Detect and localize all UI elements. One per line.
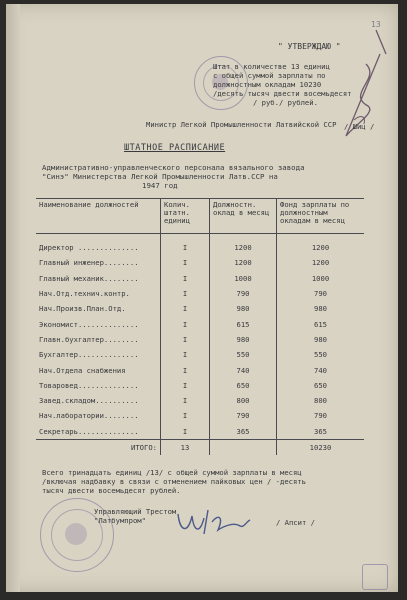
salary-cell: 800: [210, 393, 277, 408]
fund-cell: 1000: [277, 271, 365, 286]
total-count: 13: [161, 439, 210, 455]
summary-line: Всего тринадцать единиц /13/ с общей суммой зарплаты в месяц: [42, 468, 302, 477]
table-row: [36, 301, 364, 316]
document-sheet: [6, 4, 398, 592]
count-cell: I: [161, 378, 210, 393]
position-cell: Нач.Отдела снабжения: [39, 365, 126, 375]
header-salary: Должностн. оклад в месяц: [210, 199, 277, 234]
count-cell: I: [161, 301, 210, 316]
position-cell: Завед.складом..........: [39, 396, 139, 406]
minister-title: Министр Легкой Промышленности Латвийской ССР: [146, 120, 337, 129]
header-count: Колич. штатн. единиц: [161, 199, 210, 234]
salary-cell: 650: [210, 378, 277, 393]
document-title: ШТАТНОЕ РАСПИСАНИЕ: [124, 143, 226, 153]
salary-cell: 365: [210, 424, 277, 440]
fund-cell: 365: [277, 424, 365, 440]
table-row: [36, 234, 364, 256]
table-row: [36, 408, 364, 423]
fund-cell: 980: [277, 301, 365, 316]
salary-cell: 615: [210, 316, 277, 331]
count-cell: I: [161, 408, 210, 423]
table-row: [36, 286, 364, 301]
summary-text: [42, 468, 372, 495]
table-row: [36, 347, 364, 362]
corner-mark: 13: [371, 20, 381, 29]
salary-cell: 1200: [210, 255, 277, 270]
approval-line: /десять тысяч двести восемьдесят: [213, 89, 352, 98]
table-row: [36, 424, 364, 440]
approval-line: Штат в количестве 13 единиц: [213, 62, 330, 71]
table-row: [36, 378, 364, 393]
total-fund: 10230: [277, 439, 365, 455]
position-cell: Товаровед..............: [39, 380, 139, 390]
fund-cell: 650: [277, 378, 365, 393]
manager-org: "Латбумпром": [94, 516, 146, 525]
subtitle-line: "Синэ" Министерства Легкой Промышленности Латв.ССР на: [42, 172, 278, 181]
table-row: [36, 393, 364, 408]
subtitle-line: Административно-управленческого персонала вязального завода: [42, 163, 305, 172]
position-cell: Нач.Произв.План.Отд.: [39, 304, 126, 314]
manager-title: Управляющий Трестом: [94, 507, 177, 516]
position-cell: Нач.Отд.технич.контр.: [39, 289, 130, 299]
fund-cell: 980: [277, 332, 365, 347]
handwritten-signature-bottom: [174, 504, 254, 540]
count-cell: I: [161, 286, 210, 301]
count-cell: I: [161, 362, 210, 377]
summary-line: /включая надбавку в связи с отменением пайковых цен / -десять: [42, 477, 306, 486]
fund-cell: 740: [277, 362, 365, 377]
fund-cell: 615: [277, 316, 365, 331]
subtitle-line: 1947 год: [142, 181, 178, 190]
total-empty: [210, 439, 277, 455]
minister-signature: / Шиц /: [344, 122, 375, 131]
fund-cell: 550: [277, 347, 365, 362]
count-cell: I: [161, 316, 210, 331]
position-cell: Бухгалтер..............: [39, 350, 139, 360]
position-cell: Нач.лаборатории........: [39, 411, 139, 421]
approval-line: / руб./ рублей.: [253, 98, 318, 107]
header-fund: Фонд зарплаты по должностным окладам в месяц: [277, 199, 365, 234]
count-cell: I: [161, 332, 210, 347]
position-cell: Главн.бухгалтер........: [39, 334, 139, 344]
position-cell: Главный механик........: [39, 273, 139, 283]
fund-cell: 1200: [277, 255, 365, 270]
salary-cell: 980: [210, 332, 277, 347]
summary-line: тысяч двести восемьдесят рублей.: [42, 486, 181, 495]
fund-cell: 1200: [277, 234, 365, 256]
table-row: [36, 332, 364, 347]
count-cell: I: [161, 234, 210, 256]
count-cell: I: [161, 424, 210, 440]
fund-cell: 790: [277, 286, 365, 301]
total-row: [36, 439, 364, 455]
table-header-row: [36, 199, 364, 234]
count-cell: I: [161, 255, 210, 270]
table-row: [36, 271, 364, 286]
document-subtitle: [42, 163, 372, 190]
position-cell: Секретарь..............: [39, 426, 139, 436]
table-row: [36, 316, 364, 331]
fund-cell: 800: [277, 393, 365, 408]
approval-line: должностным окладам 10230: [213, 80, 322, 89]
header-position: Наименование должностей: [36, 199, 161, 234]
salary-cell: 1000: [210, 271, 277, 286]
salary-cell: 790: [210, 286, 277, 301]
position-cell: Главный инженер........: [39, 258, 139, 268]
manager-signature: / Апсит /: [276, 518, 315, 527]
page-edge: [6, 4, 20, 592]
manager-block: [94, 507, 176, 525]
salary-cell: 790: [210, 408, 277, 423]
archive-stamp: [362, 564, 388, 590]
position-cell: Директор ..............: [39, 243, 139, 253]
fund-cell: 790: [277, 408, 365, 423]
count-cell: I: [161, 347, 210, 362]
salary-cell: 550: [210, 347, 277, 362]
approval-line: с общей суммой зарплаты по: [213, 71, 326, 80]
salary-cell: 740: [210, 362, 277, 377]
approval-title: " УТВЕРЖДАЮ ": [278, 42, 341, 51]
staff-table: [36, 198, 364, 455]
table-row: [36, 255, 364, 270]
table-row: [36, 362, 364, 377]
count-cell: I: [161, 271, 210, 286]
salary-cell: 980: [210, 301, 277, 316]
salary-cell: 1200: [210, 234, 277, 256]
position-cell: Экономист..............: [39, 319, 139, 329]
count-cell: I: [161, 393, 210, 408]
total-label: ИТОГО:: [36, 439, 161, 455]
